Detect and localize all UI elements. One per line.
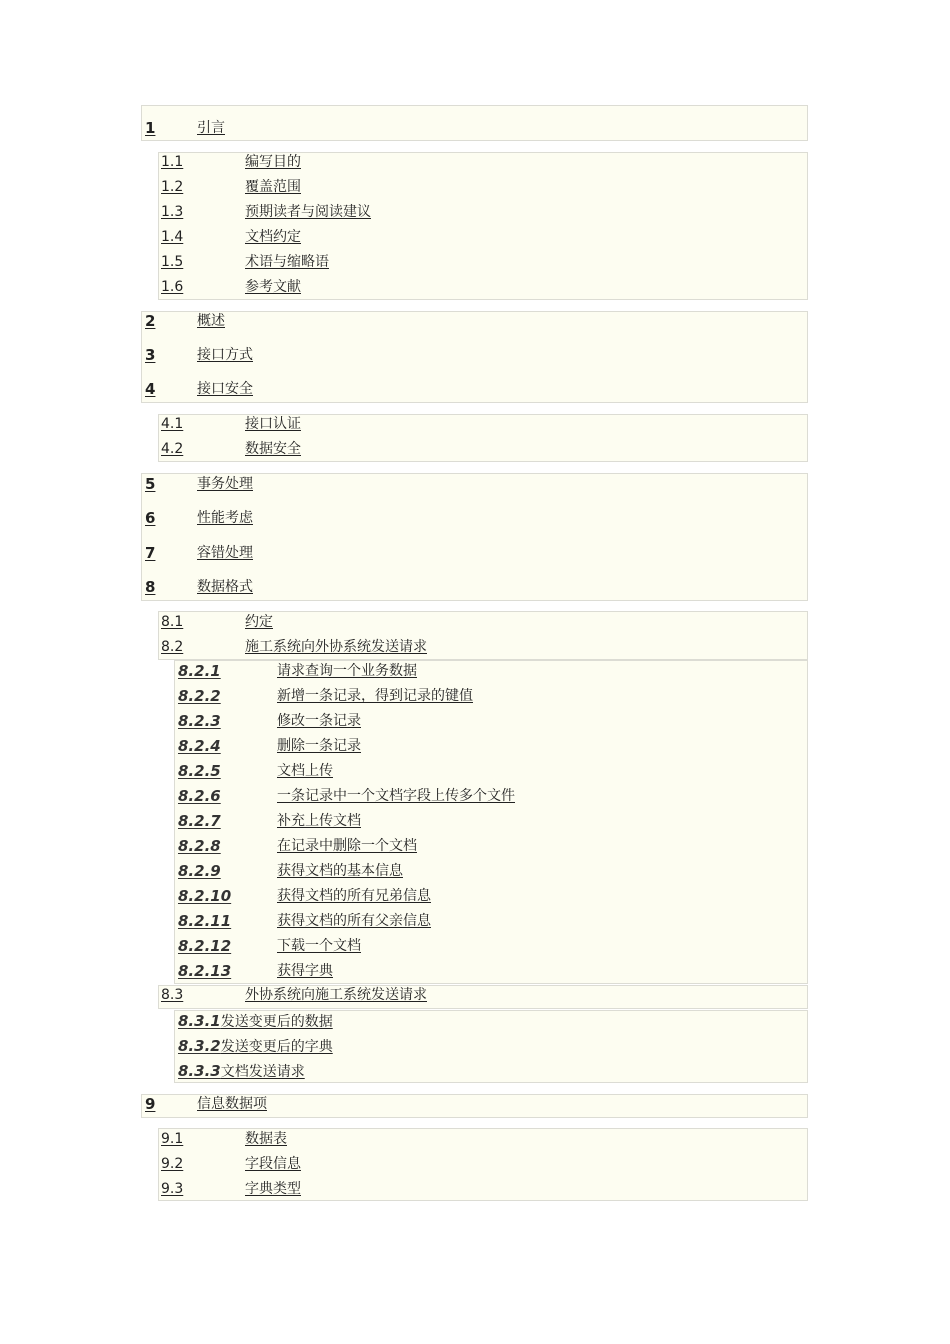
toc-item[interactable] [159,1152,807,1177]
toc-title[interactable]: 请求查询一个业务数据 [277,663,417,679]
toc-title[interactable]: 覆盖范围 [245,179,301,195]
toc-item[interactable] [159,635,807,660]
toc-title[interactable]: 术语与缩略语 [245,254,329,270]
toc-item[interactable] [159,200,807,225]
toc-item[interactable] [159,983,807,1008]
toc-number[interactable]: 8.3 [161,987,184,1003]
toc-number[interactable]: 8.2.8 [178,837,221,855]
toc-title[interactable]: 容错处理 [197,545,253,561]
toc-number[interactable]: 4.2 [161,441,184,457]
toc-number[interactable]: 1.5 [161,254,184,270]
toc-number[interactable]: 1 [145,119,156,137]
toc-title[interactable]: 接口认证 [245,416,301,432]
toc-item[interactable] [159,437,807,462]
toc-title[interactable]: 一条记录中一个文档字段上传多个文件 [277,788,515,804]
toc-title[interactable]: 补充上传文档 [277,813,361,829]
toc-number[interactable]: 3 [145,346,156,364]
toc-number[interactable]: 1.4 [161,229,184,245]
toc-title[interactable]: 接口安全 [197,381,253,397]
toc-item[interactable] [159,225,807,250]
toc-block-s8-2-sub [174,660,808,984]
toc-number[interactable]: 8.2.12 [178,937,232,955]
toc-title[interactable]: 删除一条记录 [277,738,361,754]
toc-number[interactable]: 8.3.2 [178,1037,221,1055]
toc-item[interactable] [159,275,807,300]
toc-number[interactable]: 8.2.10 [178,887,232,905]
toc-item[interactable] [178,1058,807,1083]
toc-title[interactable]: 预期读者与阅读建议 [245,204,371,220]
toc-title[interactable]: 信息数据项 [197,1096,267,1112]
toc-block-s5-s8 [141,473,808,601]
toc-item[interactable] [175,934,807,959]
toc-title[interactable]: 数据格式 [197,579,253,595]
toc-number[interactable]: 9.3 [161,1181,184,1197]
toc-title[interactable]: 获得字典 [277,963,333,979]
toc-item[interactable] [142,1092,807,1117]
toc-number[interactable]: 8 [145,578,156,596]
toc-item[interactable] [175,684,807,709]
toc-number[interactable]: 8.2.7 [178,812,221,830]
toc-number[interactable]: 1.2 [161,179,184,195]
toc-number[interactable]: 8.2.9 [178,862,221,880]
toc-item[interactable] [159,250,807,275]
toc-number[interactable]: 7 [145,544,156,562]
toc-item[interactable] [175,859,807,884]
toc-title[interactable]: 约定 [245,614,273,630]
toc-item[interactable] [142,309,807,334]
toc-title[interactable]: 获得文档的基本信息 [277,863,403,879]
toc-title[interactable]: 文档发送请求 [220,1064,305,1080]
toc-item[interactable] [159,1177,807,1202]
toc-block-s8-3 [158,985,808,1009]
toc-item[interactable] [175,734,807,759]
toc-number[interactable]: 8.2.5 [178,762,221,780]
toc-item[interactable] [175,659,807,684]
toc-item[interactable] [142,116,807,141]
toc-title[interactable]: 施工系统向外协系统发送请求 [245,639,427,655]
toc-title[interactable]: 数据安全 [245,441,301,457]
toc-number[interactable]: 9.2 [161,1156,184,1172]
toc-item[interactable] [142,377,807,402]
toc-item[interactable] [175,884,807,909]
toc-block-s8-3-sub [174,1010,808,1083]
toc-title[interactable]: 下载一个文档 [277,938,361,954]
toc-item[interactable] [159,610,807,635]
toc-number[interactable]: 4.1 [161,416,184,432]
toc-block-s9 [141,1094,808,1118]
toc-title[interactable]: 接口方式 [197,347,253,363]
toc-item[interactable] [159,150,807,175]
toc-item[interactable] [175,959,807,984]
toc-number[interactable]: 1.3 [161,204,184,220]
toc-item[interactable] [175,759,807,784]
toc-title[interactable]: 新增一条记录，得到记录的键值 [277,688,473,704]
toc-block-s9-sub [158,1128,808,1201]
toc-number[interactable]: 8.1 [161,614,184,630]
toc-item[interactable] [159,412,807,437]
toc-title[interactable]: 发送变更后的数据 [220,1014,333,1030]
toc-number[interactable]: 8.2.1 [178,662,221,680]
toc-number[interactable]: 8.2 [161,639,184,655]
toc-number[interactable]: 6 [145,509,156,527]
toc-title[interactable]: 文档约定 [245,229,301,245]
toc-item[interactable] [159,175,807,200]
toc-number[interactable]: 8.3.3 [178,1062,221,1080]
toc-item[interactable] [175,909,807,934]
toc-title[interactable]: 事务处理 [197,476,253,492]
toc-title[interactable]: 修改一条记录 [277,713,361,729]
toc-title[interactable]: 编写目的 [245,154,301,170]
toc-number[interactable]: 8.2.11 [178,912,232,930]
toc-item[interactable] [142,541,807,566]
toc-number[interactable]: 8.3.1 [178,1012,221,1030]
toc-number[interactable]: 1.1 [161,154,184,170]
toc-title[interactable]: 引言 [197,120,225,136]
toc-number[interactable]: 8.2.13 [178,962,232,980]
toc-title[interactable]: 获得文档的所有父亲信息 [277,913,431,929]
toc-title[interactable]: 文档上传 [277,763,333,779]
toc-item[interactable] [142,575,807,600]
toc-block-s2-s4 [141,311,808,403]
toc-title[interactable]: 参考文献 [245,279,301,295]
toc-number[interactable]: 8.2.6 [178,787,221,805]
toc-number[interactable]: 5 [145,475,156,493]
toc-block-s4-sub [158,414,808,462]
toc-item[interactable] [142,506,807,531]
toc-number[interactable]: 9.1 [161,1131,184,1147]
toc-title[interactable]: 字典类型 [245,1181,301,1197]
toc-number[interactable]: 2 [145,312,156,330]
toc-item[interactable] [178,1033,807,1058]
toc-item[interactable] [159,1127,807,1152]
toc-title[interactable]: 在记录中删除一个文档 [277,838,417,854]
toc-title[interactable]: 获得文档的所有兄弟信息 [277,888,431,904]
toc-item[interactable] [178,1008,807,1033]
toc-block-s1-sub [158,152,808,300]
toc-item[interactable] [175,709,807,734]
toc-title[interactable]: 外协系统向施工系统发送请求 [245,987,427,1003]
toc-item[interactable] [175,809,807,834]
toc-item[interactable] [142,472,807,497]
toc-number[interactable]: 8.2.3 [178,712,221,730]
toc-title[interactable]: 概述 [197,313,225,329]
toc-item[interactable] [175,834,807,859]
toc-title[interactable]: 字段信息 [245,1156,301,1172]
toc-title[interactable]: 性能考虑 [197,510,253,526]
toc-number[interactable]: 1.6 [161,279,184,295]
toc-block-s8-1-2 [158,611,808,660]
toc-number[interactable]: 8.2.4 [178,737,221,755]
toc-item[interactable] [142,343,807,368]
toc-item[interactable] [175,784,807,809]
toc-title[interactable]: 数据表 [245,1131,287,1147]
toc-title[interactable]: 发送变更后的字典 [220,1039,333,1055]
toc-number[interactable]: 4 [145,380,156,398]
toc-number[interactable]: 9 [145,1095,156,1113]
toc-block-s1 [141,105,808,141]
toc-number[interactable]: 8.2.2 [178,687,221,705]
